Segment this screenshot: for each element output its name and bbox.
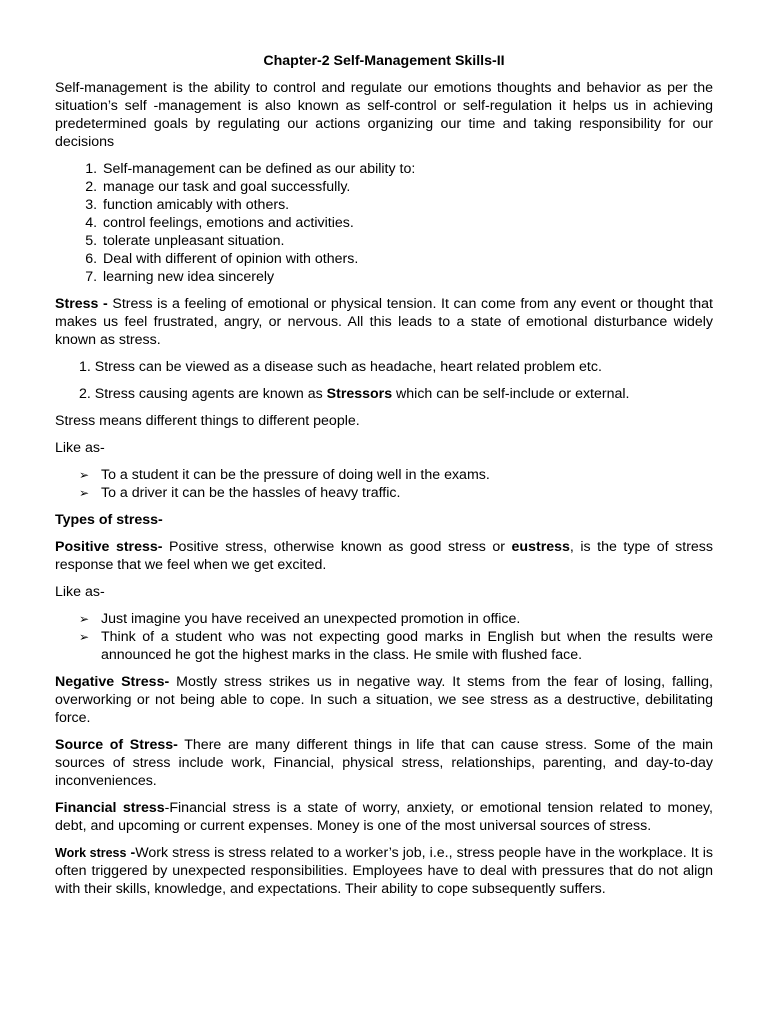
- stressors-term: Stressors: [326, 386, 393, 402]
- list-item: ➢ To a student it can be the pressure of doing well in the exams.: [79, 466, 713, 484]
- financial-stress-label: Financial stress: [55, 800, 165, 816]
- source-stress-paragraph: [55, 736, 713, 790]
- work-stress-paragraph: [55, 844, 713, 898]
- stress-text: Stress is a feeling of emotional or physical tension. It can come from any event or thought that makes us feel frustrated, angry, or nervous. All this leads to a state of emotional disturbance widely known as stress.: [55, 296, 713, 348]
- like-as-label: Like as-: [55, 440, 105, 456]
- stress-point-2-prefix: 2. Stress causing agents are known as: [79, 386, 327, 402]
- negative-stress-paragraph: [55, 673, 713, 727]
- work-text: Work stress is stress related to a worker’s job, i.e., stress people have in the workplace. It is often triggered by unexpected responsibilities. Employees have to deal with pressures that do not align with their skills, knowledge, and expectations. Their ability to cope subsequently suffers.: [55, 845, 713, 897]
- stress-paragraph: [55, 295, 713, 349]
- stress-point-2: [55, 385, 713, 403]
- definition-list: [55, 160, 713, 286]
- list-item: ➢ Just imagine you have received an unexpected promotion in office.: [79, 610, 713, 628]
- financial-stress-paragraph: [55, 799, 713, 835]
- source-text: There are many different things in life that can cause stress. Some of the main sources of stress include work, Financial, physical stress, relationships, parenting, and day-to-day inconveniences.: [55, 737, 713, 789]
- types-heading-text: Types of stress-: [55, 512, 163, 528]
- list-item: ➢ To a driver it can be the hassles of heavy traffic.: [79, 484, 713, 502]
- financial-text: -Financial stress is a state of worry, anxiety, or emotional tension related to money, debt, and upcoming or current expenses. Money is one of the most universal sources of stress.: [55, 800, 713, 834]
- eustress-term: eustress: [511, 539, 570, 555]
- negative-text: Mostly stress strikes us in negative way. It stems from the fear of losing, falling, overworking or not being able to cope. In such a situation, we see stress as a destructive, debilitating force.: [55, 674, 713, 726]
- list-item: 6. Deal with different of opinion with others.: [101, 250, 713, 268]
- like-as-label: Like as-: [55, 584, 105, 600]
- types-heading: [55, 511, 713, 529]
- work-stress-dash: -: [126, 845, 136, 861]
- list-item: 2. manage our task and goal successfully.: [101, 178, 713, 196]
- list-item: 5. tolerate unpleasant situation.: [101, 232, 713, 250]
- list-item: 3. function amicably with others.: [101, 196, 713, 214]
- positive-text-2: , is the type of stress response that we feel when we get excited.: [55, 539, 713, 573]
- list-item: 7. learning new idea sincerely: [101, 268, 713, 286]
- positive-examples-list: [55, 610, 713, 664]
- chapter-title: Chapter-2 Self-Management Skills-II: [263, 53, 505, 69]
- work-stress-label: Work stress: [55, 846, 127, 860]
- list-item: 4. control feelings, emotions and activities.: [101, 214, 713, 232]
- stress-point-2-suffix: which can be self-include or external.: [392, 386, 630, 402]
- intro-paragraph: Self-management is the ability to control and regulate our emotions thoughts and behavior as per the situation’s self -management is also known as self-control or self-regulation it helps us in achieving predetermined goals by regulating our actions organizing our time and taking responsibility for our decisions: [55, 80, 713, 150]
- negative-stress-label: Negative Stress-: [55, 674, 170, 690]
- positive-text-1: Positive stress, otherwise known as good stress or: [162, 539, 512, 555]
- positive-stress-label: Positive stress-: [55, 539, 163, 555]
- stress-point-1: 1. Stress can be viewed as a disease such as headache, heart related problem etc.: [79, 359, 602, 375]
- list-item: ➢ Think of a student who was not expecting good marks in English but when the results were announced he got the highest marks in the class. He smile with flushed face.: [79, 628, 713, 664]
- document-body: [55, 52, 713, 907]
- stress-examples-list: [55, 466, 713, 502]
- stress-means: Stress means different things to different people.: [55, 413, 360, 429]
- source-stress-label: Source of Stress-: [55, 737, 178, 753]
- positive-stress-paragraph: [55, 538, 713, 574]
- stress-label: Stress -: [55, 296, 108, 312]
- list-item: 1. Self-management can be defined as our ability to:: [101, 160, 713, 178]
